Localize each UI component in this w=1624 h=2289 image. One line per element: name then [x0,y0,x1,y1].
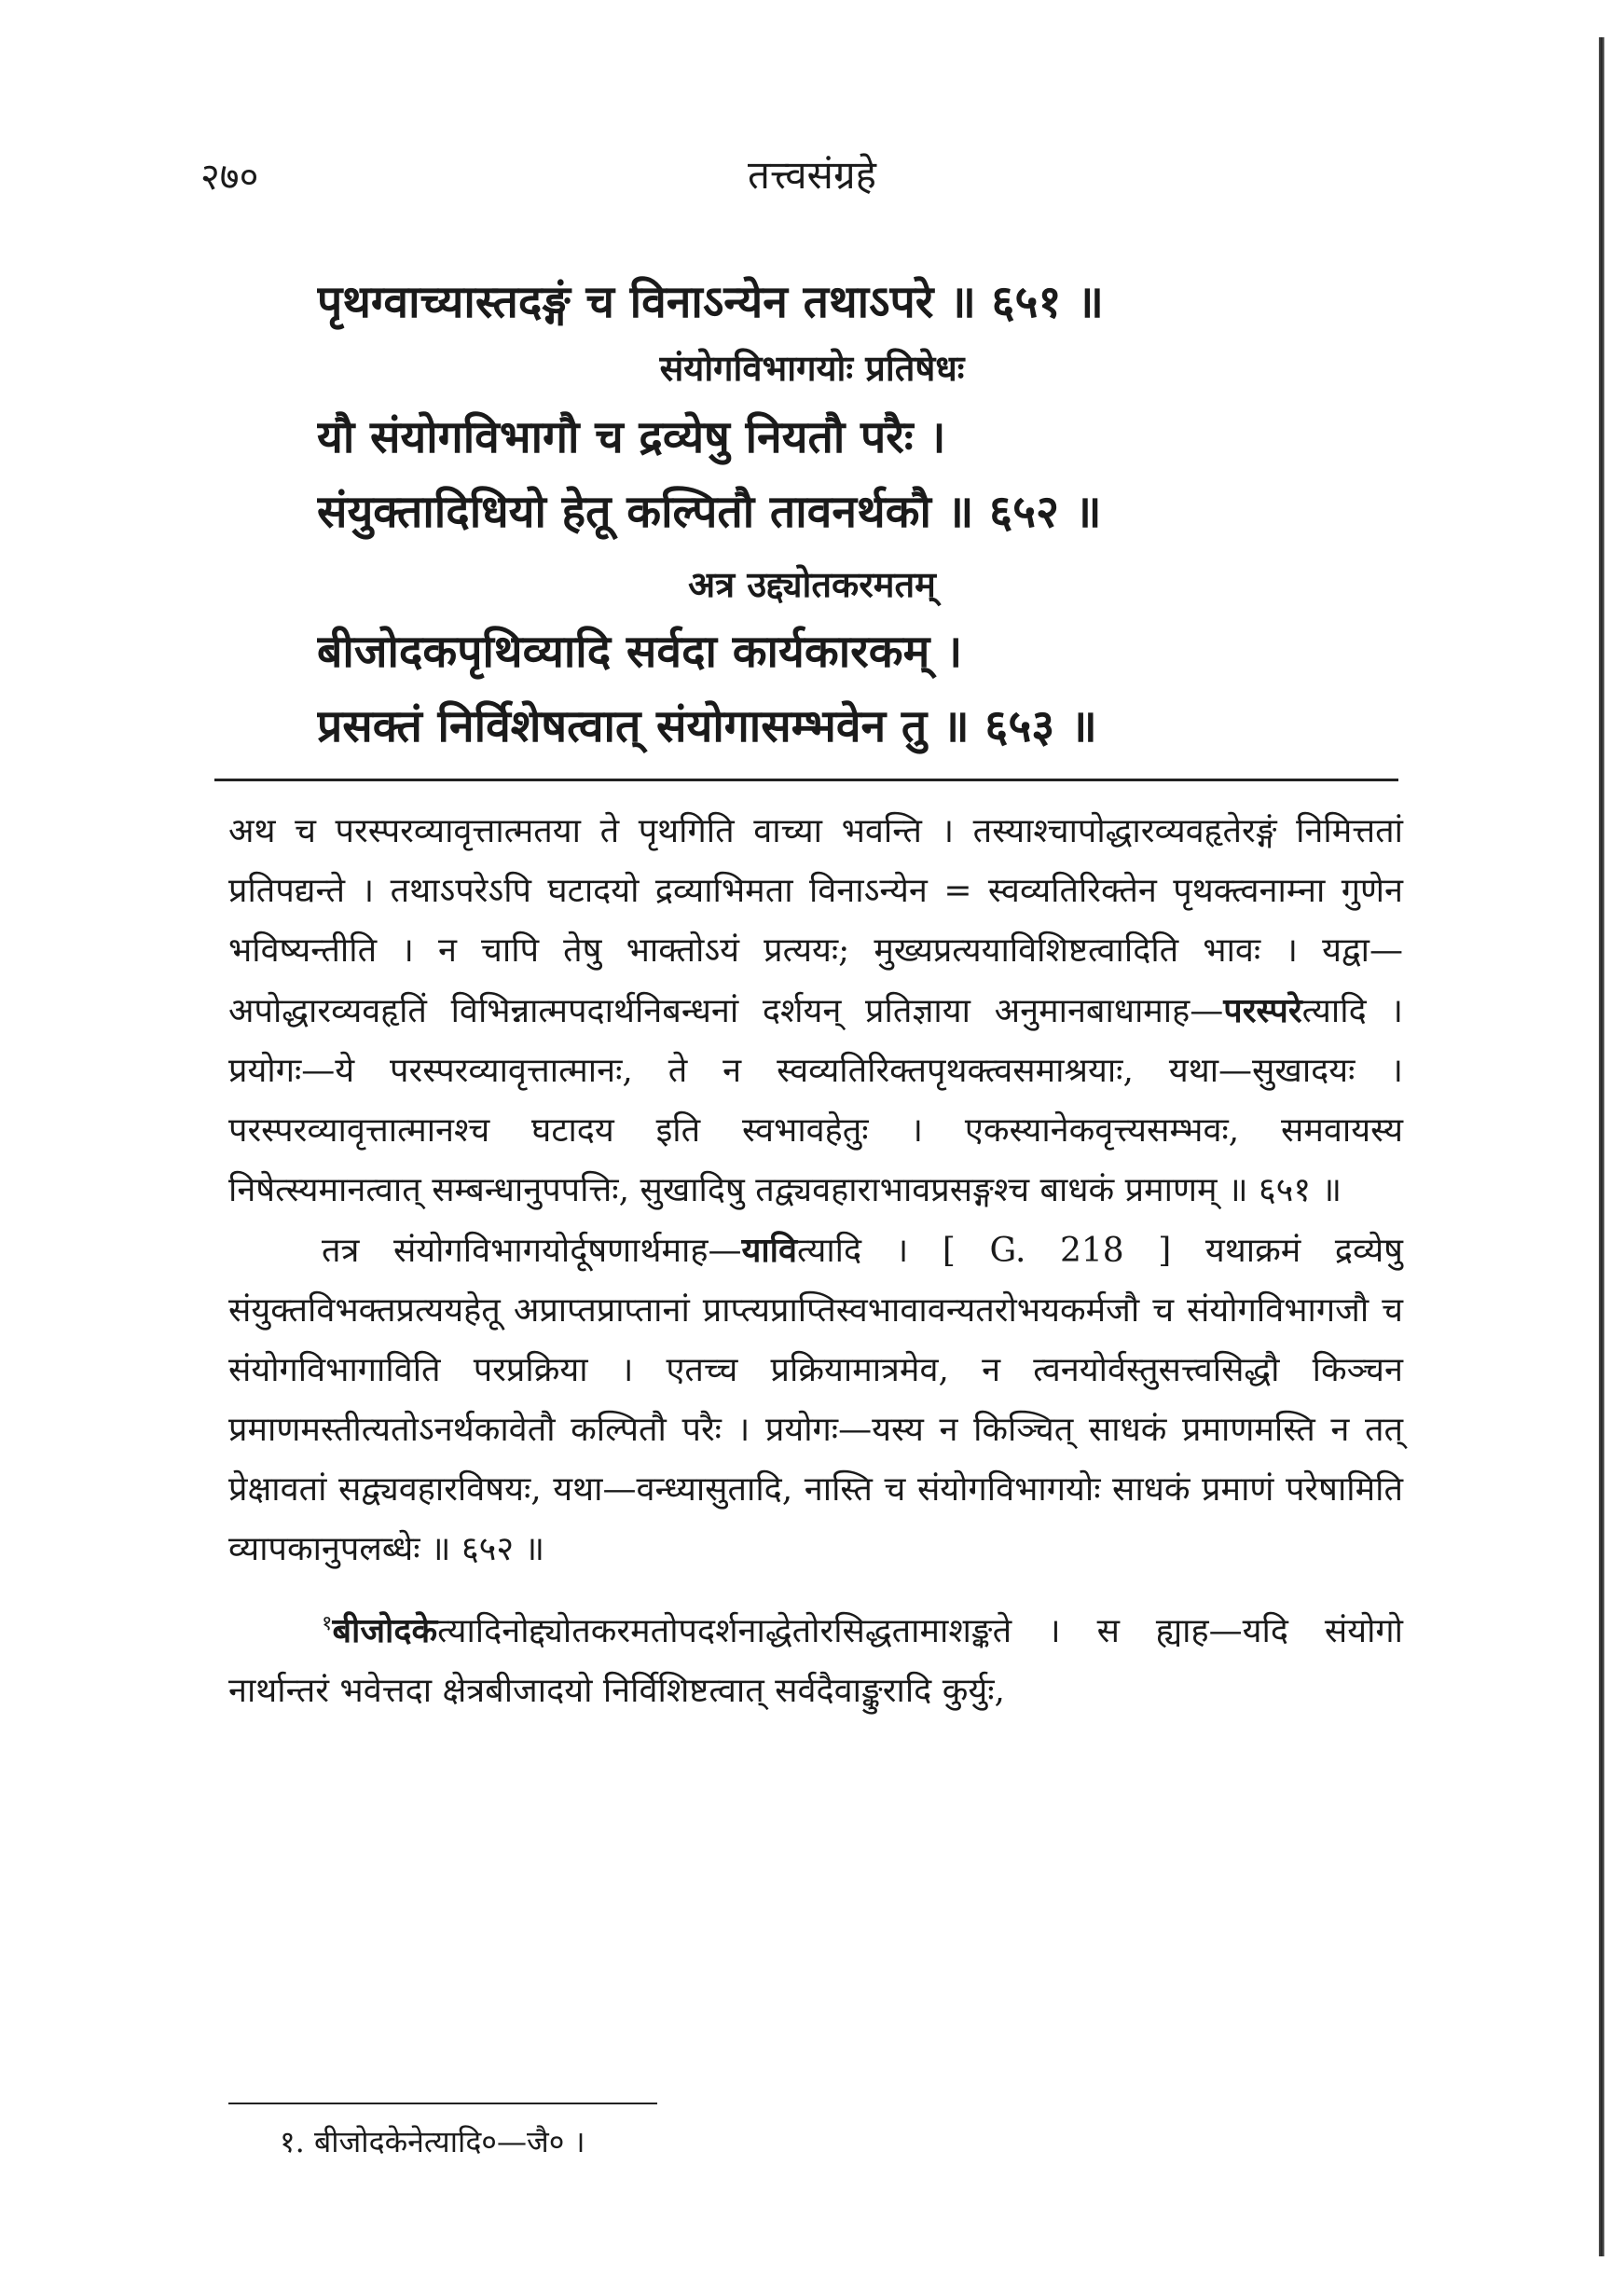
verse-line: बीजोदकपृथिव्यादि सर्वदा कार्यकारकम् । [317,626,963,678]
commentary-text: अथ च परस्परव्यावृत्तात्मतया ते पृथगिति वाच्या भवन्ति । तस्याश्चापोद्धारव्यवहृतेरङ्गं निमित्ततां प्रतिपद्यन्ते । तथाऽपरेऽपि घटादयो द्रव्याभिमता विनाऽन्येन = स्वव्यतिरिक्तेन पृथक्त्वनाम्ना गुणेन भविष्यन्तीति । न चापि तेषु भाक्तोऽयं प्रत्ययः; मुख्यप्रत्ययाविशिष्टत्वादिति भावः । यद्वा—अपोद्धारव्यवहृतिं विभिन्नात्मपदार्थनिबन्धनां दर्शयन् प्रतिज्ञाया अनुमानबाधामाह— [228,812,1403,1030]
section-heading: संयोगविभागयोः प्रतिषेधः [659,347,965,389]
commentary-keyword: यावि [741,1231,798,1270]
commentary-text: त्यादिनोद्द्योतकरमतोपदर्शनाद्धेतोरसिद्धतामाशङ्कते । स ह्याह—यदि संयोगो नार्थान्तरं भवेत्तदा क्षेत्रबीजादयो निर्विशिष्टत्वात् सर्वदैवाङ्कुरादि कुर्युः, [228,1612,1403,1710]
section-divider [214,779,1398,781]
running-title: तत्त्वसंग्रहे [748,152,876,198]
commentary-paragraph [228,1594,1403,1721]
footnote-divider [228,2103,657,2104]
commentary-paragraph [228,802,1403,1220]
verse-line: प्रसक्तं निर्विशेषत्वात् संयोगासम्भवेन तु ॥ ६५३ ॥ [317,700,1097,752]
commentary-text: तत्र संयोगविभागयोर्दूषणार्थमाह— [322,1232,742,1270]
commentary-text: त्यादि । [ G. 218 ] यथाक्रमं द्रव्येषु संयुक्तविभक्तप्रत्ययहेतू अप्राप्तप्राप्तानां प्राप्त्यप्राप्तिस्वभावावन्यतरोभयकर्मजौ च संयोगविभागजौ च संयोगविभागाविति परप्रक्रिया । एतच्च प्रक्रियामात्रमेव, न त्वनयोर्वस्तुसत्त्वसिद्धौ किञ्चन प्रमाणमस्तीत्यतोऽनर्थकावेतौ कल्पितौ परैः । प्रयोगः—यस्य न किञ्चित् साधकं प्रमाणमस्ति न तत् प्रेक्षावतां सद्व्यवहारविषयः, यथा—वन्ध्यासुतादि, नास्ति च संयोगविभागयोः साधकं प्रमाणं परेषामिति व्यापकानुपलब्धेः ॥ ६५२ ॥ [228,1232,1403,1568]
commentary-keyword: बीजोदके [332,1611,438,1650]
verse-line: संयुक्तादिधियो हेतू कल्पितौ तावनर्थकौ ॥ ६५२ ॥ [317,486,1102,538]
commentary-text: त्यादि । प्रयोगः—ये परस्परव्यावृत्तात्मानः, ते न स्वव्यतिरिक्तपृथक्त्वसमाश्रयाः, यथा—सुखादयः । परस्परव्यावृत्तात्मानश्च घटादय इति स्वभावहेतुः । एकस्यानेकवृत्त्यसम्भवः, समवायस्य निषेत्स्यमानत्वात् सम्बन्धानुपपत्तिः, सुखादिषु तद्व्यवहाराभावप्रसङ्गश्च बाधकं प्रमाणम् ॥ ६५१ ॥ [228,992,1404,1209]
commentary-paragraph [228,1220,1403,1579]
verse-line: पृथग्वाच्यास्तदङ्गं च विनाऽन्येन तथाऽपरे ॥ ६५१ ॥ [317,276,1104,328]
section-heading: अत्र उद्द्योतकरमतम् [688,563,936,605]
footnote-mark: १ [322,1612,333,1635]
footnote: १. बीजोदकेनेत्यादि०—जै० । [280,2124,585,2159]
verse-line: यौ संयोगविभागौ च द्रव्येषु नियतौ परैः । [317,411,946,463]
commentary [228,802,1403,1721]
commentary-keyword: परस्परे [1223,991,1302,1030]
page-number: २७० [200,156,259,199]
